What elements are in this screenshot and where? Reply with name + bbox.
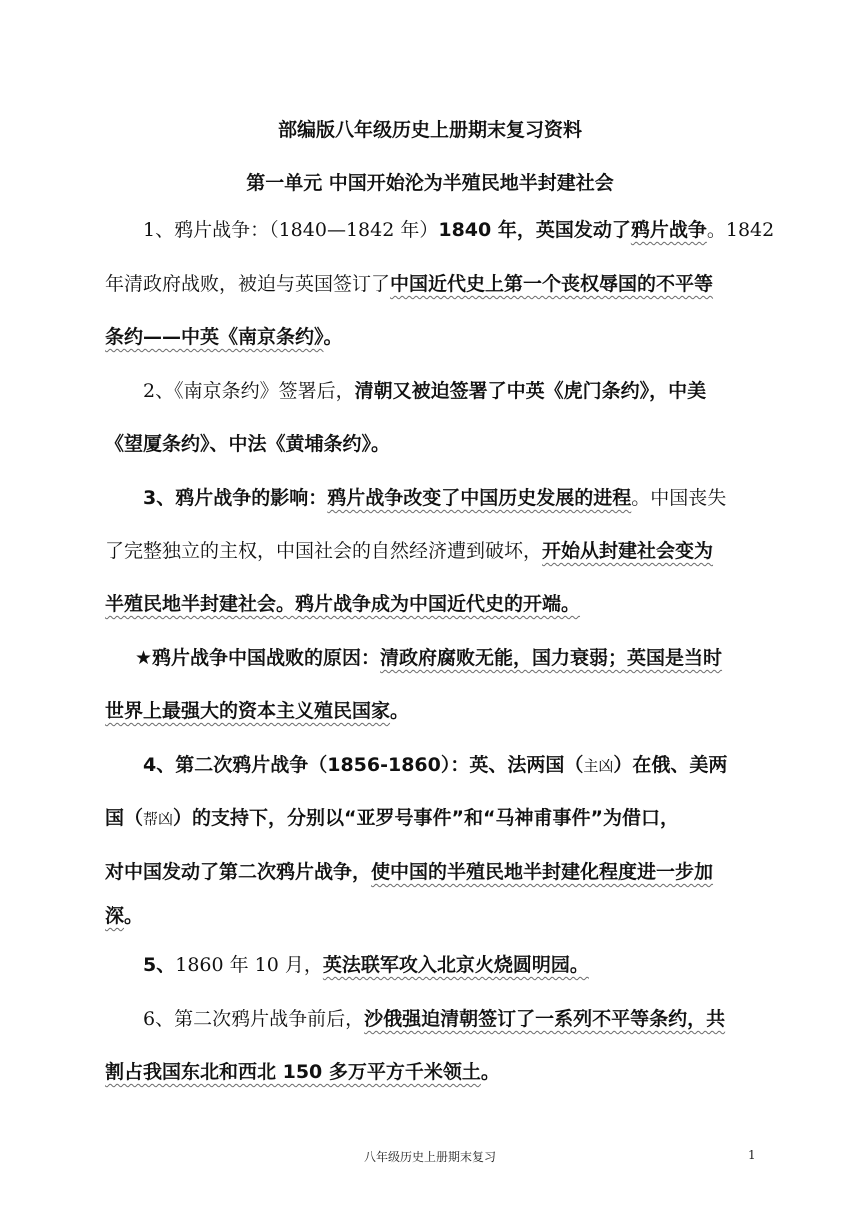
p3-key-change: 开始从封建社会变为: [542, 540, 714, 562]
p5-lead: 5、: [143, 954, 176, 976]
p2-lead: 2、《南京条约》签署后，: [143, 380, 355, 402]
p4-text-f: ）的支持下，分别以“亚罗号事件”和“马神甫事件”为借口，: [173, 807, 679, 829]
star-paragraph-line-1: [135, 644, 722, 672]
p1-key-unequal-treaty: 中国近代史上第一个丧权辱国的不平等: [390, 273, 714, 295]
p4-key-deep: 深: [105, 905, 125, 927]
paragraph-3-line-1: [143, 484, 726, 512]
p1-key-opium-war: 鸦片战争: [630, 219, 707, 241]
paragraph-3-line-3: [105, 590, 580, 618]
paragraph-4-line-3: [105, 858, 713, 886]
paragraph-5-line-1: [143, 951, 589, 979]
p3-text-d: 了完整独立的主权，中国社会的自然经济遭到破坏，: [105, 540, 543, 562]
p1-lead: 1、鸦片战争：（1840—1842 年）: [143, 219, 439, 241]
p6-key-territory: 割占我国东北和西北 150 多万平方千米领土: [105, 1061, 481, 1083]
p4-text-g: 对中国发动了第二次鸦片战争，: [105, 861, 372, 883]
p1-text-e: 年清政府战败，被迫与英国签订了: [105, 273, 391, 295]
paragraph-2-line-2: [105, 430, 390, 458]
p3-key-semi-colonial: 半殖民地半封建社会。鸦片战争成为中国近代史的开端。: [105, 593, 581, 615]
page-footer: 八年级历史上册期末复习: [363, 1150, 496, 1164]
p2-text-c: 《望厦条约》、中法《黄埔条约》。: [105, 433, 391, 455]
paragraph-1-line-3: [105, 323, 343, 351]
p5-key-yuanmingyuan: 英法联军攻入北京火烧圆明园。: [322, 954, 589, 976]
p1-text-d: 。1842: [706, 219, 775, 241]
p1-text-b: 1840 年，英国发动了: [438, 219, 631, 241]
unit-title: 第一单元 中国开始沦为半殖民地半封建社会: [246, 172, 614, 194]
p3-text-c: 。中国丧失: [631, 487, 727, 509]
p6-key-russia: 沙俄强迫清朝签订了一系列不平等条约，共: [364, 1008, 726, 1030]
page-number: 1: [748, 1148, 756, 1162]
p6-text-d: 。: [480, 1061, 500, 1083]
paragraph-1-line-1: [143, 216, 774, 244]
star-lead: ★鸦片战争中国战败的原因：: [135, 647, 381, 669]
star-text-d: 。: [390, 700, 410, 722]
p6-lead: 6、第二次鸦片战争前后，: [143, 1008, 365, 1030]
p4-text-j: 。: [124, 905, 144, 927]
p4-lead: 4、第二次鸦片战争（1856-1860）：英、法两国（: [143, 754, 584, 776]
p4-accomplice: 帮凶: [143, 810, 174, 828]
p4-key-deepen: 使中国的半殖民地半封建化程度进一步加: [371, 861, 714, 883]
p5-date: 1860 年 10 月，: [175, 954, 323, 976]
paragraph-4-line-4: [105, 902, 143, 930]
star-key-britain: 世界上最强大的资本主义殖民国家: [105, 700, 391, 722]
p1-key-nanjing-treaty: 条约——中英《南京条约》: [105, 326, 324, 348]
p4-main-culprit: 主凶: [583, 757, 614, 775]
star-paragraph-line-2: [105, 697, 409, 725]
paragraph-6-line-1: [143, 1005, 725, 1033]
p3-lead: 3、鸦片战争的影响：: [143, 487, 328, 509]
p4-text-c: ）在俄、美两: [613, 754, 728, 776]
paragraph-4-line-1: [143, 751, 727, 779]
paragraph-3-line-2: [105, 537, 713, 565]
p1-text-h: 。: [323, 326, 343, 348]
p2-text-b: 清朝又被迫签署了中英《虎门条约》，中美: [354, 380, 707, 402]
paragraph-4-line-2: [105, 804, 679, 832]
paragraph-2-line-1: [143, 377, 706, 405]
paragraph-6-line-2: [105, 1058, 500, 1086]
paragraph-1-line-2: [105, 270, 713, 298]
p3-key-progress: 鸦片战争改变了中国历史发展的进程: [327, 487, 632, 509]
p4-text-d: 国（: [105, 807, 144, 829]
document-title: 部编版八年级历史上册期末复习资料: [277, 119, 582, 141]
star-key-reason: 清政府腐败无能，国力衰弱；英国是当时: [380, 647, 723, 669]
